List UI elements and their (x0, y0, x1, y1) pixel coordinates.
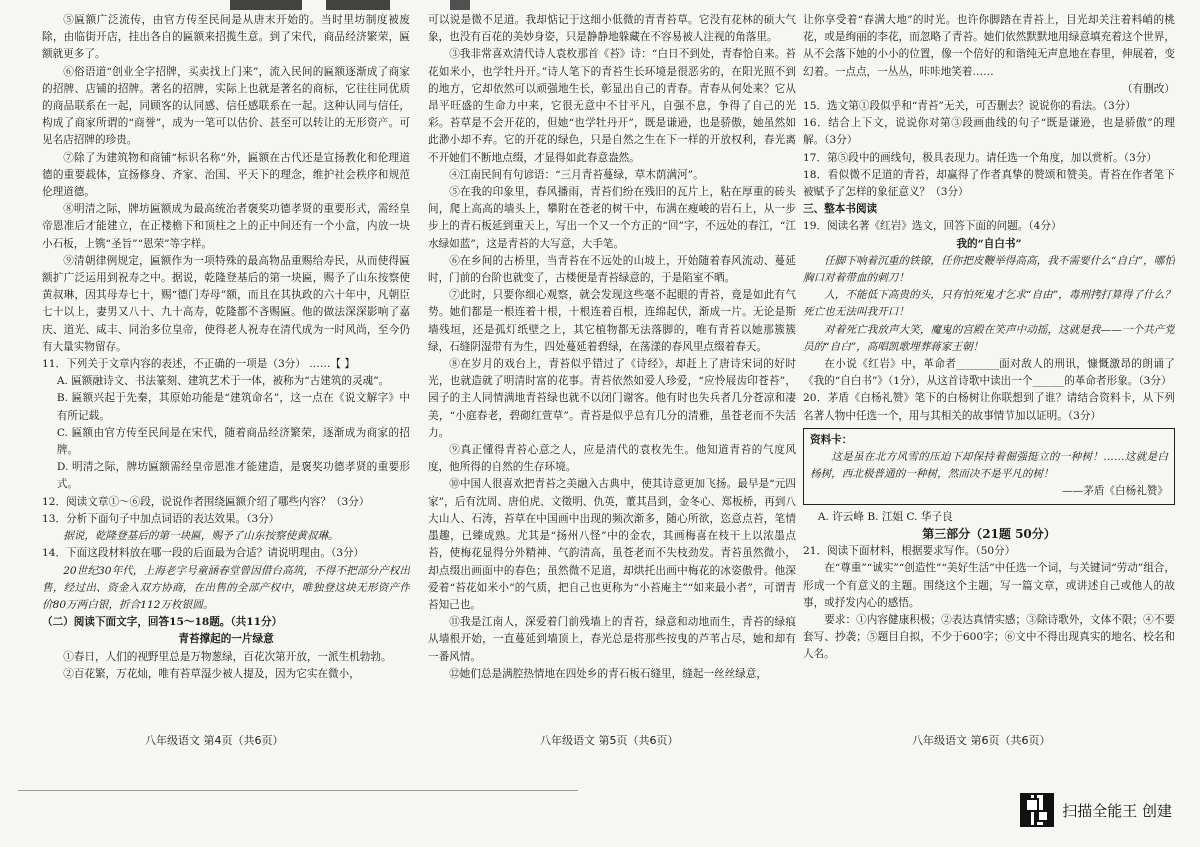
paragraph: ①春日，人们的视野里总是万物葱绿，百花次第开放，一派生机勃勃。 (63, 650, 392, 663)
header-smudge (230, 0, 630, 10)
passage-title: 青苔撑起的一片绿意 (178, 633, 274, 646)
resource-card-source: ——茅盾《白杨礼赞》 (1062, 485, 1168, 498)
question: 15．选文第①段似乎和“青苔”无关，可否删去？说说你的看法。（3分） (803, 100, 1136, 113)
paragraph: ⑧明清之际，牌坊匾额成为最高统治者褒奖功德孝贤的重要形式，需经皇帝恩准后才能建立，在正楼檐下和顶柱之上的正中间还有一个小盒，内放一块小石板，上镌“圣旨”“恩荣”等字样。 (42, 203, 410, 250)
resource-card (803, 428, 1175, 505)
paragraph: 在小说《红岩》中，革命者________面对敌人的刑讯，慷慨激昂的朗诵了《我的“自白书”》（1分），从这首诗歌中读出一个______的革命者形象。（3分） (803, 358, 1175, 388)
question: 18．看似微不足道的青苔，却赢得了作者真挚的赞颂和赞美。青苔在作者笔下被赋予了怎样的象征意义？（3分） (803, 168, 1175, 199)
paragraph: ⑧在岁月的戏台上，青苔似乎错过了《诗经》，却赶上了唐诗宋词的好时光，也就造就了明清时富的花事。青苔依然如爱人珍爱，“应怜屐齿印苍苔”，园子的主人同情满地青苔绿也就不以闭门谢客。他有时也失兵者几分苍凉和凄美，“小庭春老，碧砌红萱草”。青苔是似乎总有几分的清雅，虽苍老而不失活力。 (428, 358, 796, 439)
resource-card-body: 这是虽在北方风雪的压迫下却保持着倔强挺立的一种树！……这就是白杨树，西北极普通的一种树，然而决不是平凡的树！ (810, 451, 1168, 481)
answer-option: B. 匾额兴起于先秦，其原始功能是“建筑命名”，这一点在《说文解字》中有所记载。 (56, 392, 410, 422)
watermark-text: 扫描全能王 创建 (1062, 801, 1172, 820)
answer-options: A. 许云峰 B. 江姐 C. 华子良 (817, 510, 953, 523)
quoted-passage: 人，不能低下高贵的头，只有怕死鬼才乞求“自由”，毒刑拷打算得了什么？死亡也无法叫我开口！ (803, 289, 1175, 319)
paragraph: ⑪我是江南人，深爱着门前残墙上的青苔，绿意和动地而生，青苔的绿痕从墙根开始，一直蔓延到墙顶上，春光总是将那些按曳的芦苇占尽，她和却有一番风情。 (428, 616, 796, 663)
paragraph-continued: 让你享受着“春满大地”的时光。也许你脚踏在青苔上，目光却关注着料峭的桃花，或是绚丽的李花，而忽略了青苔。她们依然默默地用绿意填充着这个世界，从不会落下她的小小的位置，像一个倍好的和谐纯无声息地在春里，伸展着，变幻着。一点点，一丛丛，咔咔地笑着…… (803, 14, 1175, 78)
column-page-6 (803, 12, 1175, 718)
paragraph-continued: 可以说是微不足道。我却惦记于这细小低微的青青苔草。它没有花林的硕大气象，也没有百花的美妙身姿，只是静静地躲藏在不容易被人注视的角落里。 (428, 14, 796, 44)
column-page-5 (428, 12, 796, 718)
footer-page-5: 八年级语文 第5页（共6页） (540, 734, 679, 747)
paragraph: ⑥俗语道“创业全字招牌，买卖找上门来”，流入民间的匾额逐渐成了商家的招牌、店铺的招牌。著名的招牌，实际上也就是著名的商标，它往往同优质的商品联系在一起，同顾客的认同感、信任感联系在一起。这种认同与信任，构成了商家所谓的“商誉”，成为一笔可以估价、甚至可以转让的无形资产。可见名店招牌的珍贵。 (42, 65, 410, 147)
question: 21．阅读下面材料，根据要求写作。（50分） (803, 545, 1016, 558)
quoted-passage: 任脚下响着沉重的铁镣，任你把皮鞭举得高高，我不需要什么“自白”，哪怕胸口对着带血的刺刀！ (803, 254, 1175, 285)
footer-page-6: 八年级语文 第6页（共6页） (912, 734, 1051, 747)
question: 19．阅读名著《红岩》选文，回答下面的问题。（4分） (803, 220, 1062, 233)
paragraph: ⑥在乡间的古桥里，当青苔在不远处的山坡上，开始随着春风流动、蔓延时，门前的台阶也就变了，古楼便是青苔绿意的，于是陷室不晒。 (428, 254, 796, 285)
quoted-passage: 对着死亡我放声大笑，魔鬼的宫殿在笑声中动摇，这就是我——一个共产党员的“自白”，高唱凯歌埋葬蒋家王朝！ (803, 323, 1175, 353)
paragraph: ②百花繁，万花灿，唯有苔草湿少被人提及，因为它实在微小， (63, 667, 360, 680)
paragraph: 要求：①内容健康积极；②表达真情实感；③除诗歌外，文体不限；④不要套写、抄袭；⑤题目自拟，不少于600字；⑥文中不得出现真实的地名、校名和人名。 (803, 613, 1175, 661)
paragraph: ⑩中国人很喜欢把青苔之美融入古典中，使其诗意更加飞扬。最早是“元四家”，后有沈周、唐伯虎、文徵明、仇英，董其昌到，金冬心、郑板桥，再到八大山人、石涛，苔草在中国画中出现的频次渐多，随心所欲，恣意点苔，笔情墨趣，已臻成熟。尤其是“扬州八怪”中的金农，其画梅喜在枝干上以浓墨点苔，使梅花显得分外精神、气韵清高，虽苍老而不失枝劲发。青苔虽然微小，却点缀出画面中的春色；虽然微不足道，却烘托出画中梅花的冰姿傲骨。他深爱着“苔花如米小”的气质，把自己也更称为“小苔庵主”“如来最小者”，可谓青苔知己也。 (428, 478, 796, 611)
section-heading: 三、整本书阅读 (803, 203, 878, 216)
scan-edge-line (18, 790, 578, 791)
question: 17．第⑤段中的画线句，极具表现力。请任选一个角度，加以赏析。（3分） (803, 151, 1157, 164)
scanner-watermark (1020, 793, 1172, 827)
paragraph: ③我非常喜欢清代诗人袁枚那首《苔》诗：“白日不到处，青春恰自来。苔花如米小，也学牡丹开。”诗人笔下的青苔生长环境是很恶劣的，在阳光照不到的地方，它却依然可以顽强地生长，彰显出自己的青春。青春从何处来？它从昂平旺盛的生命力中来，它很无意中不甘平凡，自强不息，争得了自己的光彩。苔草是不会开花的，但她“也学牡丹开”，既是谦逊，也是骄傲，她虽然如此渺小却不弃。它的开花的绿色，只是自然之生在下一样的开放权利，春光离不开她们不断地点缀，才显得如此春意盎然。 (428, 48, 796, 164)
quoted-passage: 据说，乾隆登基后的第一块匾，赐予了山东按察使黄叔琳。 (63, 530, 339, 543)
footer-page-4: 八年级语文 第4页（共6页） (145, 734, 284, 747)
paragraph: ⑤匾额广泛流传，由官方传至民间是从唐末开始的。当时里坊制度被废除，由临街开店，挂出各自的匾额来招揽生意。到了宋代，商品经济繁荣，匾额就更多了。 (42, 14, 410, 61)
paragraph: ⑦除了为建筑物和商铺“标识名称”外，匾额在古代还是宣扬教化和伦理道德的重要载体，宣扬修身、齐家、治国、平天下的理念，维护社会秩序和规范伦理道德。 (42, 151, 410, 199)
resource-card-title: 资料卡： (810, 433, 853, 446)
passage-title: 我的“自白书” (956, 237, 1022, 250)
question: 11．下列关于文章内容的表述，不正确的一项是（3分） ……【 】 (42, 358, 355, 371)
qr-code-icon (1020, 793, 1054, 827)
section-heading: （二）阅读下面文字，回答15～18题。（共11分） (42, 616, 283, 629)
paragraph: ⑤在我的印象里，春风播雨，青苔们纷在残旧的瓦片上，粘在厚重的砖头间，爬上高高的墙头上，攀附在苍老的树干中，布满在瘦峻的岩石上，从一步步上的青石板延到重天上，写出一个又一个方正的“回”字，不远处的春江，“江水绿如蓝”，这是青苔的大写意，大手笔。 (428, 186, 796, 250)
paragraph: 在“尊重”“诚实”“创造性”“美好生活”中任选一个词，与关键词“劳动”组合，形成一个有意义的主题。围绕这个主题，写一篇文章，或讲述自己或他人的故事，或抒发内心的感悟。 (803, 562, 1175, 609)
answer-option: C. 匾额由官方传至民间是在宋代，随着商品经济繁荣，逐渐成为商家的招牌。 (56, 426, 410, 457)
question: 20．茅盾《白杨礼赞》笔下的白杨树让你联想到了谁？请结合资料卡，从下列名著人物中任选一个，用与其相关的故事情节加以证明。（3分） (803, 392, 1175, 422)
quoted-passage: 20世纪30年代，上海老字号童涵春堂曾因借台高筑，不得不把部分产权出售，经过出、资金入双方协商，在出售的全部产权中，唯独登这块无形资产作价80万两白银，折合112万枚银圆。 (42, 564, 410, 611)
answer-option: A. 匾额融诗文、书法篆刻、建筑艺术于一体，被称为“古建筑的灵魂”。 (56, 375, 390, 388)
question: 13．分析下面句子中加点词语的表达效果。（3分） (42, 512, 280, 525)
question: 14．下面这段材料放在哪一段的后面最为合适？请说明理由。（3分） (42, 547, 365, 560)
paragraph: ⑦此时，只要你细心观察，就会发现这些毫不起眼的青苔，竟是如此有气势。她们都是一根连着十根，十根连着百根，连绵起伏，渐成一片。无论是斯墙残垣，还是孤灯纸壁之上，其它植物都无法落脚的，唯有青苔以她那簇簇绿，石缝阴湿带有为生，四处蔓延着碧绿，在荡漾的春风里点缀着春天。 (428, 289, 796, 353)
question: 16．结合上下文，说说你对第③段画曲线的句子“既是谦逊，也是骄傲”的理解。（3分） (803, 117, 1175, 147)
paragraph: ⑫她们总是满腔热情地在四处乡的青石板石缝里，缝起一丝丝绿意， (449, 667, 767, 680)
source-note: （有删改） (1122, 82, 1175, 95)
question: 12．阅读文章①～⑥段，说说作者围绕匾额介绍了哪些内容？（3分） (42, 495, 370, 508)
paragraph: ⑨真正懂得青苔心意之人，应是清代的袁枚先生。他知道青苔的气度风度，他所得的自然的生存环境。 (428, 444, 796, 474)
part-heading: 第三部分（21题 50分） (922, 526, 1056, 541)
paragraph: ④江南民间有句谚语：“三月青苔蔓绿，草木荫满河”。 (449, 168, 704, 181)
paragraph: ⑨清朝律例规定，匾额作为一项特殊的最高物品重赐给寿民，从而使得匾额扩广泛运用到祝寿之中。据说，乾隆登基后的第一块匾，赐予了山东按察使黄叔琳，因其母寿七十，赐“德门寿母”额，而且在其执政的六十年中，凡朝臣七十以上，妻男又八十、九十高寿，乾隆都不吝赐匾。他的做法深深影响了嘉庆、道光、咸丰、同治多位皇帝，使得老人祝寿在清代成为一时风尚，至今仍有大量实物留存。 (42, 254, 410, 353)
column-page-4 (42, 12, 410, 718)
answer-option: D. 明清之际，牌坊匾额需经皇帝恩准才能建造，是褒奖功德孝贤的重要形式。 (56, 461, 410, 491)
